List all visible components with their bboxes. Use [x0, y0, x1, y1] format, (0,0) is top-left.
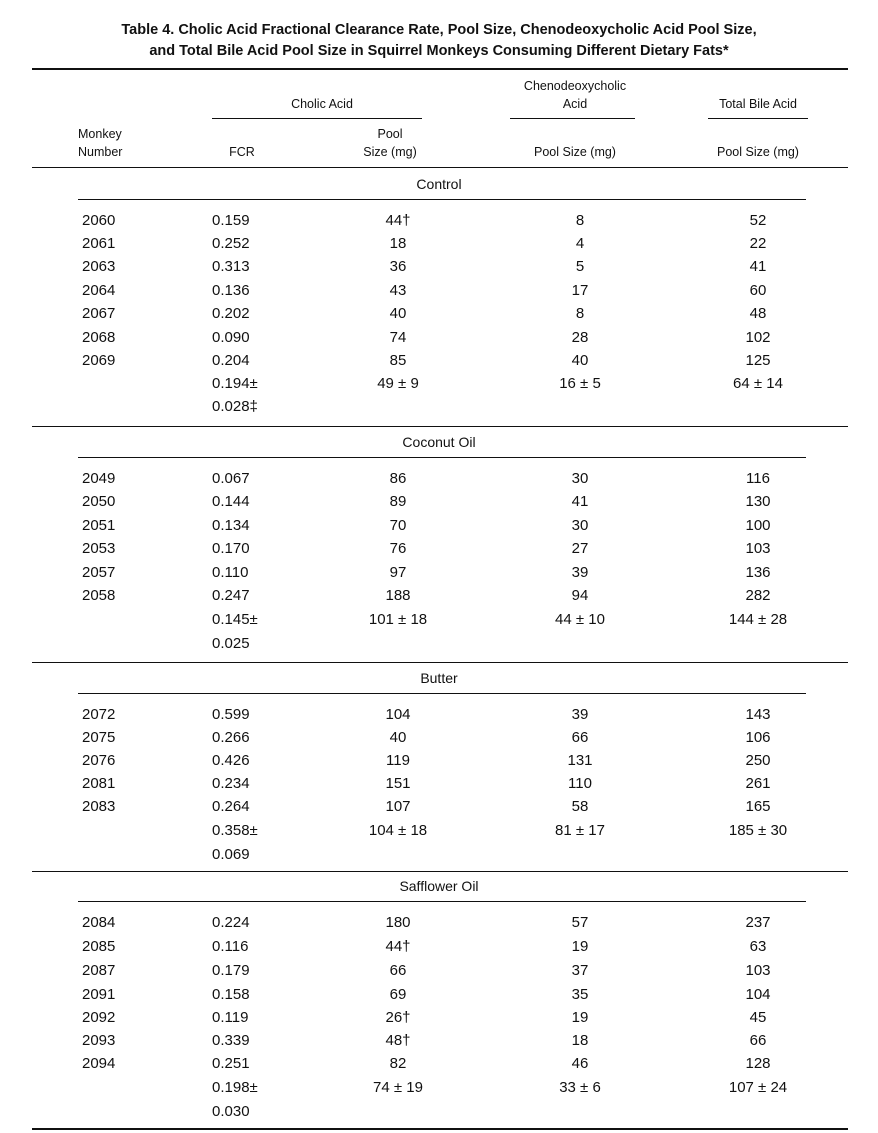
- total-pool-value: 100: [745, 517, 771, 534]
- header-total-bile-acid: Total Bile Acid: [719, 97, 797, 111]
- monkey-number: 2064: [82, 282, 116, 299]
- cholic-pool-mean: 74 ± 19: [373, 1079, 423, 1096]
- total-pool-value: 63: [749, 938, 767, 955]
- cheno-pool-value: 57: [571, 914, 589, 931]
- header-fcr: FCR: [229, 145, 255, 159]
- cholic-pool-mean: 49 ± 9: [377, 375, 419, 392]
- fcr-value: 0.202: [212, 305, 250, 322]
- total-pool-value: 103: [745, 540, 771, 557]
- title-line-2: and Total Bile Acid Pool Size in Squirrel Monkeys Consuming Different Dietary Fats*: [149, 43, 729, 59]
- total-pool-mean: 185 ± 30: [728, 822, 788, 839]
- monkey-number: 2081: [82, 775, 116, 792]
- cheno-pool-mean: 33 ± 6: [559, 1079, 601, 1096]
- monkey-number: 2069: [82, 352, 116, 369]
- cheno-pool-value: 19: [571, 938, 589, 955]
- cheno-pool-mean: 81 ± 17: [555, 822, 605, 839]
- fcr-value: 0.158: [212, 986, 250, 1003]
- total-pool-value: 143: [745, 706, 771, 723]
- header-bottom-rule: [32, 167, 848, 168]
- cholic-pool-value: 44†: [385, 212, 411, 229]
- monkey-number: 2084: [82, 914, 116, 931]
- fcr-value: 0.599: [212, 706, 250, 723]
- section-label: Control: [416, 176, 462, 192]
- fcr-se: 0.028‡: [212, 398, 258, 415]
- fcr-value: 0.179: [212, 962, 250, 979]
- fcr-value: 0.252: [212, 235, 250, 252]
- total-pool-value: 261: [745, 775, 771, 792]
- monkey-number: 2051: [82, 517, 116, 534]
- total-pool-value: 136: [745, 564, 771, 581]
- header-cheno-line1: Chenodeoxycholic: [523, 79, 627, 93]
- cheno-pool-value: 17: [571, 282, 589, 299]
- total-pool-value: 250: [745, 752, 771, 769]
- total-pool-value: 104: [745, 986, 771, 1003]
- cheno-pool-value: 41: [571, 493, 589, 510]
- monkey-number: 2072: [82, 706, 116, 723]
- cheno-pool-value: 35: [571, 986, 589, 1003]
- cholic-pool-value: 66: [389, 962, 407, 979]
- cholic-pool-value: 104: [385, 706, 411, 723]
- top-rule: [32, 68, 848, 70]
- cheno-pool-value: 58: [571, 798, 589, 815]
- total-pool-value: 52: [749, 212, 767, 229]
- cholic-pool-value: 70: [389, 517, 407, 534]
- fcr-value: 0.136: [212, 282, 250, 299]
- section-rule: [78, 199, 806, 200]
- total-pool-value: 103: [745, 962, 771, 979]
- monkey-number: 2049: [82, 470, 116, 487]
- monkey-number: 2083: [82, 798, 116, 815]
- fcr-se: 0.069: [212, 846, 250, 863]
- cholic-pool-value: 97: [389, 564, 407, 581]
- section-rule: [78, 901, 806, 902]
- monkey-number: 2050: [82, 493, 116, 510]
- fcr-value: 0.067: [212, 470, 250, 487]
- header-pool-line1: Pool: [377, 127, 403, 141]
- cholic-pool-value: 40: [389, 729, 407, 746]
- monkey-number: 2058: [82, 587, 116, 604]
- cholic-pool-value: 43: [389, 282, 407, 299]
- cholic-pool-value: 119: [386, 752, 410, 769]
- cholic-pool-value: 76: [389, 540, 407, 557]
- fcr-value: 0.144: [212, 493, 250, 510]
- cheno-pool-value: 28: [571, 329, 589, 346]
- total-pool-value: 60: [749, 282, 767, 299]
- cheno-pool-value: 94: [571, 587, 589, 604]
- fcr-value: 0.247: [212, 587, 250, 604]
- total-pool-value: 22: [749, 235, 767, 252]
- total-pool-mean: 144 ± 28: [728, 611, 788, 628]
- fcr-value: 0.224: [212, 914, 250, 931]
- monkey-number: 2094: [82, 1055, 116, 1072]
- monkey-number: 2061: [82, 235, 116, 252]
- fcr-value: 0.116: [212, 938, 249, 955]
- cheno-pool-value: 30: [571, 517, 589, 534]
- fcr-mean: 0.145±: [212, 611, 258, 628]
- fcr-value: 0.204: [212, 352, 250, 369]
- total-pool-value: 48: [749, 305, 767, 322]
- cheno-pool-value: 110: [568, 775, 592, 792]
- total-pool-value: 102: [745, 329, 771, 346]
- cholic-pool-value: 74: [389, 329, 407, 346]
- cheno-pool-value: 37: [571, 962, 589, 979]
- total-pool-mean: 64 ± 14: [733, 375, 783, 392]
- monkey-number: 2092: [82, 1009, 116, 1026]
- cheno-pool-value: 27: [571, 540, 589, 557]
- cheno-pool-value: 8: [575, 305, 585, 322]
- cholic-pool-mean: 101 ± 18: [368, 611, 428, 628]
- monkey-number: 2087: [82, 962, 116, 979]
- cholic-pool-value: 69: [389, 986, 407, 1003]
- header-cheno-pool-size: Pool Size (mg): [534, 145, 616, 159]
- cholic-pool-value: 86: [389, 470, 407, 487]
- cholic-pool-value: 188: [385, 587, 411, 604]
- cheno-pool-value: 40: [571, 352, 589, 369]
- cheno-pool-value: 30: [571, 470, 589, 487]
- section-end-rule: [32, 871, 848, 872]
- total-pool-value: 125: [745, 352, 771, 369]
- section-rule: [78, 457, 806, 458]
- monkey-number: 2067: [82, 305, 116, 322]
- fcr-se: 0.030: [212, 1103, 250, 1120]
- fcr-value: 0.313: [212, 258, 250, 275]
- fcr-value: 0.234: [212, 775, 250, 792]
- total-bile-underline: [708, 118, 808, 119]
- cholic-acid-underline: [212, 118, 422, 119]
- section-end-rule: [32, 662, 848, 663]
- monkey-number: 2060: [82, 212, 116, 229]
- total-pool-value: 130: [745, 493, 771, 510]
- section-label: Coconut Oil: [402, 434, 476, 450]
- fcr-value: 0.264: [212, 798, 250, 815]
- cholic-pool-mean: 104 ± 18: [368, 822, 428, 839]
- header-pool-line2: Size (mg): [363, 145, 417, 159]
- fcr-value: 0.426: [212, 752, 250, 769]
- cholic-pool-value: 85: [389, 352, 407, 369]
- monkey-number: 2085: [82, 938, 116, 955]
- total-pool-value: 282: [745, 587, 771, 604]
- cholic-pool-value: 107: [385, 798, 411, 815]
- cheno-pool-value: 19: [571, 1009, 589, 1026]
- total-pool-value: 237: [745, 914, 771, 931]
- bottom-rule: [32, 1128, 848, 1130]
- fcr-value: 0.090: [212, 329, 250, 346]
- section-label: Safflower Oil: [399, 878, 479, 894]
- header-cheno-line2: Acid: [562, 97, 588, 111]
- title-line-1: Table 4. Cholic Acid Fractional Clearance Rate, Pool Size, Chenodeoxycholic Acid Pool Size,: [121, 22, 757, 38]
- monkey-number: 2063: [82, 258, 116, 275]
- cholic-pool-value: 48†: [385, 1032, 411, 1049]
- cholic-pool-value: 82: [389, 1055, 407, 1072]
- monkey-number: 2057: [82, 564, 116, 581]
- fcr-value: 0.266: [212, 729, 250, 746]
- cheno-pool-mean: 16 ± 5: [559, 375, 601, 392]
- cheno-pool-value: 46: [571, 1055, 589, 1072]
- total-pool-value: 106: [745, 729, 771, 746]
- fcr-mean: 0.358±: [212, 822, 258, 839]
- fcr-mean: 0.194±: [212, 375, 258, 392]
- fcr-value: 0.119: [212, 1009, 249, 1026]
- cheno-underline: [510, 118, 635, 119]
- cholic-pool-value: 89: [389, 493, 407, 510]
- cheno-pool-value: 4: [575, 235, 585, 252]
- header-cholic-acid: Cholic Acid: [291, 97, 353, 111]
- fcr-value: 0.339: [212, 1032, 250, 1049]
- section-label: Butter: [420, 670, 458, 686]
- fcr-value: 0.170: [212, 540, 250, 557]
- section-end-rule: [32, 426, 848, 427]
- fcr-value: 0.110: [212, 564, 249, 581]
- cholic-pool-value: 26†: [385, 1009, 411, 1026]
- fcr-se: 0.025: [212, 635, 250, 652]
- total-pool-value: 128: [745, 1055, 771, 1072]
- monkey-number: 2075: [82, 729, 116, 746]
- cheno-pool-value: 39: [571, 564, 589, 581]
- fcr-value: 0.159: [212, 212, 250, 229]
- total-pool-mean: 107 ± 24: [728, 1079, 788, 1096]
- cheno-pool-value: 18: [571, 1032, 589, 1049]
- fcr-mean: 0.198±: [212, 1079, 258, 1096]
- cheno-pool-value: 5: [575, 258, 585, 275]
- total-pool-value: 66: [749, 1032, 767, 1049]
- fcr-value: 0.134: [212, 517, 250, 534]
- cholic-pool-value: 36: [389, 258, 407, 275]
- monkey-number: 2053: [82, 540, 116, 557]
- header-total-pool-size: Pool Size (mg): [717, 145, 799, 159]
- cheno-pool-value: 8: [575, 212, 585, 229]
- total-pool-value: 45: [749, 1009, 767, 1026]
- monkey-number: 2068: [82, 329, 116, 346]
- header-monkey-line1: Monkey: [78, 127, 122, 141]
- cheno-pool-value: 66: [571, 729, 589, 746]
- monkey-number: 2093: [82, 1032, 116, 1049]
- table-title: [0, 20, 878, 62]
- cholic-pool-value: 40: [389, 305, 407, 322]
- cholic-pool-value: 18: [389, 235, 407, 252]
- total-pool-value: 41: [749, 258, 767, 275]
- fcr-value: 0.251: [212, 1055, 250, 1072]
- total-pool-value: 116: [746, 470, 770, 487]
- header-monkey-line2: Number: [78, 145, 123, 159]
- monkey-number: 2076: [82, 752, 116, 769]
- section-rule: [78, 693, 806, 694]
- cheno-pool-mean: 44 ± 10: [555, 611, 605, 628]
- cholic-pool-value: 44†: [385, 938, 411, 955]
- cholic-pool-value: 180: [385, 914, 411, 931]
- monkey-number: 2091: [82, 986, 116, 1003]
- cheno-pool-value: 39: [571, 706, 589, 723]
- cholic-pool-value: 151: [385, 775, 411, 792]
- total-pool-value: 165: [745, 798, 771, 815]
- cheno-pool-value: 131: [567, 752, 593, 769]
